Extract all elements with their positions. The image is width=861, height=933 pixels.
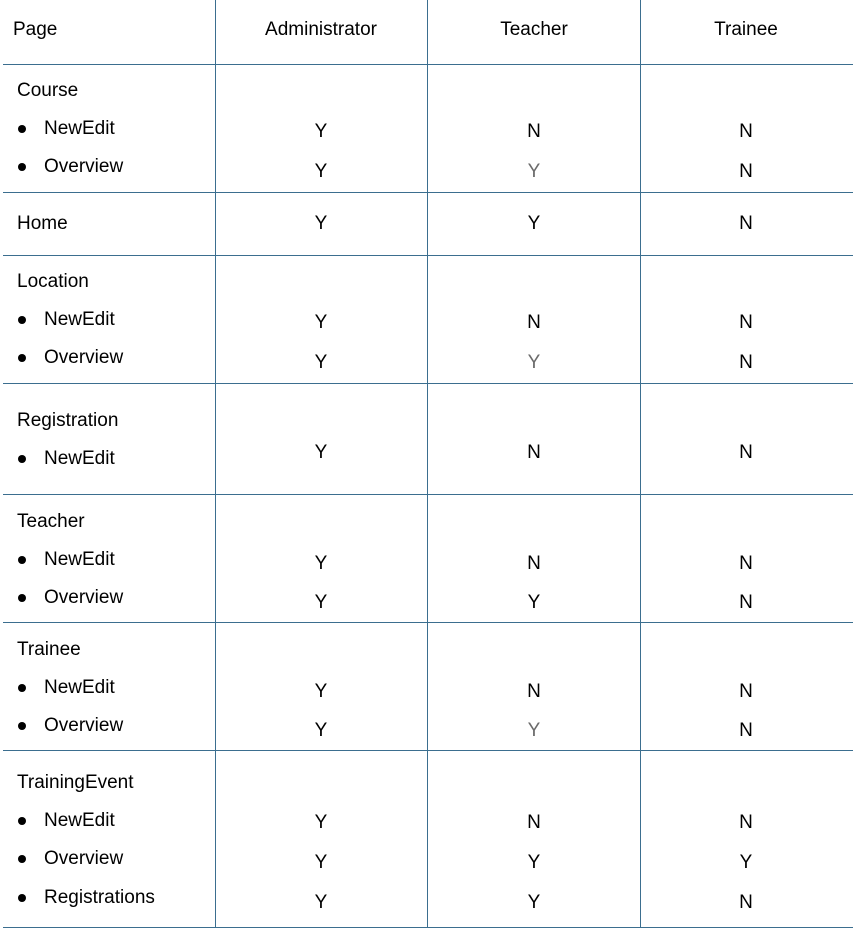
subpage-label: Overview (44, 715, 124, 736)
trainee-permission: N (739, 161, 753, 182)
trainee-permission: N (739, 720, 753, 741)
trainee-permission: N (739, 681, 753, 702)
admin-permission: Y (314, 720, 328, 741)
admin-permission: Y (314, 892, 328, 913)
subpage-label: NewEdit (44, 549, 115, 570)
page-name: Location (17, 271, 89, 292)
subpage-label: Overview (44, 587, 124, 608)
column-header-page: Page (13, 19, 58, 40)
row-divider (3, 494, 853, 495)
trainee-permission: N (739, 213, 753, 234)
row-divider (3, 750, 853, 751)
admin-permission: Y (314, 352, 328, 373)
row-divider (3, 383, 853, 384)
subpage-label: Overview (44, 156, 124, 177)
teacher-permission: N (527, 121, 541, 142)
teacher-permission: Y (527, 352, 541, 373)
column-divider (640, 0, 641, 928)
bullet-icon (18, 556, 26, 564)
column-divider (427, 0, 428, 928)
column-header-administrator: Administrator (265, 19, 377, 40)
trainee-permission: N (739, 892, 753, 913)
column-header-teacher: Teacher (500, 19, 568, 40)
admin-permission: Y (314, 812, 328, 833)
subpage-label: Overview (44, 848, 124, 869)
bullet-icon (18, 354, 26, 362)
trainee-permission: Y (739, 852, 753, 873)
admin-permission: Y (314, 121, 328, 142)
teacher-permission: Y (527, 720, 541, 741)
teacher-permission: N (527, 312, 541, 333)
teacher-permission: Y (527, 852, 541, 873)
subpage-label: NewEdit (44, 810, 115, 831)
teacher-permission: Y (527, 892, 541, 913)
row-divider (3, 927, 853, 928)
trainee-permission: N (739, 592, 753, 613)
row-divider (3, 255, 853, 256)
subpage-label: Registrations (44, 887, 155, 908)
subpage-label: NewEdit (44, 448, 115, 469)
page-name: Home (17, 213, 68, 234)
admin-permission: Y (314, 852, 328, 873)
page-name: Registration (17, 410, 119, 431)
teacher-permission: Y (527, 161, 541, 182)
row-divider (3, 192, 853, 193)
column-header-trainee: Trainee (714, 19, 778, 40)
teacher-permission: N (527, 442, 541, 463)
trainee-permission: N (739, 553, 753, 574)
teacher-permission: Y (527, 213, 541, 234)
teacher-permission: N (527, 553, 541, 574)
admin-permission: Y (314, 681, 328, 702)
trainee-permission: N (739, 812, 753, 833)
page-name: Course (17, 80, 79, 101)
column-divider (215, 0, 216, 928)
subpage-label: Overview (44, 347, 124, 368)
page-name: TrainingEvent (17, 772, 134, 793)
trainee-permission: N (739, 312, 753, 333)
row-divider (3, 622, 853, 623)
page-name: Teacher (17, 511, 85, 532)
bullet-icon (18, 722, 26, 730)
admin-permission: Y (314, 213, 328, 234)
bullet-icon (18, 316, 26, 324)
bullet-icon (18, 125, 26, 133)
admin-permission: Y (314, 161, 328, 182)
admin-permission: Y (314, 592, 328, 613)
trainee-permission: N (739, 121, 753, 142)
teacher-permission: N (527, 812, 541, 833)
trainee-permission: N (739, 352, 753, 373)
trainee-permission: N (739, 442, 753, 463)
bullet-icon (18, 684, 26, 692)
bullet-icon (18, 163, 26, 171)
header-divider (3, 64, 853, 65)
subpage-label: NewEdit (44, 677, 115, 698)
bullet-icon (18, 855, 26, 863)
subpage-label: NewEdit (44, 309, 115, 330)
teacher-permission: N (527, 681, 541, 702)
admin-permission: Y (314, 442, 328, 463)
admin-permission: Y (314, 312, 328, 333)
subpage-label: NewEdit (44, 118, 115, 139)
teacher-permission: Y (527, 592, 541, 613)
bullet-icon (18, 817, 26, 825)
admin-permission: Y (314, 553, 328, 574)
bullet-icon (18, 894, 26, 902)
bullet-icon (18, 455, 26, 463)
bullet-icon (18, 594, 26, 602)
page-name: Trainee (17, 639, 81, 660)
